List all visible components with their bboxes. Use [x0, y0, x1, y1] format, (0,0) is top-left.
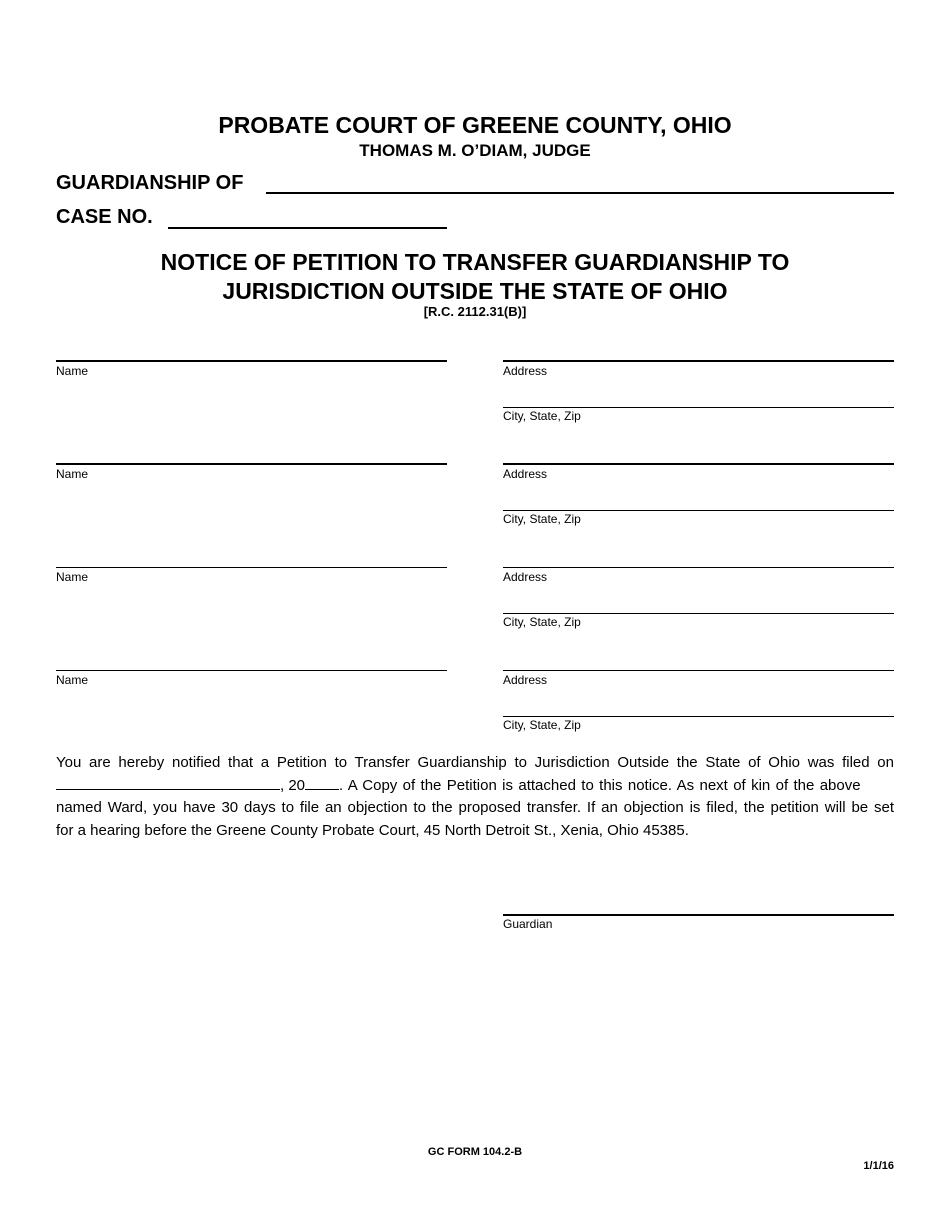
recipient-1-address-label: Address [503, 364, 548, 378]
court-title: PROBATE COURT OF GREENE COUNTY, OHIO [218, 112, 732, 138]
recipient-3-name-label: Name [56, 570, 89, 584]
notice-title-line1: NOTICE OF PETITION TO TRANSFER GUARDIANSHIP TO [160, 249, 790, 275]
recipient-2-city-label: City, State, Zip [503, 512, 581, 526]
paragraph-line-2 [56, 775, 894, 798]
paragraph-line-1: You are hereby notified that a Petition to Transfer Guardianship to Jurisdiction Outside the State of Ohio was filed on [56, 754, 894, 771]
recipient-3-city-label: City, State, Zip [503, 615, 581, 629]
form-id: GC FORM 104.2-B [427, 1146, 523, 1158]
recipient-2-address-field[interactable] [503, 463, 894, 465]
recipient-2-address-label: Address [503, 467, 548, 481]
guardian-label: Guardian [503, 917, 553, 931]
recipient-2-city-field[interactable] [503, 510, 894, 511]
judge-name: THOMAS M. O’DIAM, JUDGE [359, 141, 591, 160]
recipient-2-name-field[interactable] [56, 463, 447, 465]
recipient-1-city-field[interactable] [503, 407, 894, 408]
notice-paragraph [56, 752, 894, 842]
guardianship-of-label: GUARDIANSHIP OF [56, 172, 244, 194]
recipient-1-address-field[interactable] [503, 360, 894, 362]
recipient-3-city-field[interactable] [503, 613, 894, 614]
recipient-2-name-label: Name [56, 467, 89, 481]
recipient-3-address-field[interactable] [503, 567, 894, 568]
filing-date-blank[interactable] [56, 775, 280, 790]
recipient-3-name-field[interactable] [56, 567, 447, 568]
recipient-4-city-label: City, State, Zip [503, 718, 581, 732]
recipient-4-name-field[interactable] [56, 670, 447, 671]
recipient-4-city-field[interactable] [503, 716, 894, 717]
paragraph-line-3: named Ward, you have 30 days to file an objection to the proposed transfer. If an objection is filed, the petition will be set [56, 799, 894, 816]
paragraph-line-4: for a hearing before the Greene County Probate Court, 45 North Detroit St., Xenia, Ohio 45385. [56, 821, 689, 839]
revision-date: 1/1/16 [863, 1160, 894, 1172]
guardianship-of-field[interactable] [266, 192, 894, 194]
paragraph-line-2-text: . A Copy of the Petition is attached to this notice. As next of kin of the above [339, 776, 861, 794]
recipient-1-name-label: Name [56, 364, 89, 378]
recipient-1-name-field[interactable] [56, 360, 447, 362]
case-no-label: CASE NO. [56, 206, 153, 228]
case-no-field[interactable] [168, 227, 447, 229]
recipient-4-address-label: Address [503, 673, 548, 687]
filing-year-blank[interactable] [305, 775, 339, 790]
notice-title-line2: JURISDICTION OUTSIDE THE STATE OF OHIO [222, 278, 728, 304]
recipient-4-name-label: Name [56, 673, 89, 687]
year-prefix: , 20 [280, 776, 306, 794]
recipient-3-address-label: Address [503, 570, 548, 584]
statute-reference: [R.C. 2112.31(B)] [423, 304, 527, 319]
recipient-4-address-field[interactable] [503, 670, 894, 671]
recipient-1-city-label: City, State, Zip [503, 409, 581, 423]
guardian-signature-field[interactable] [503, 914, 894, 916]
notice-title [0, 248, 950, 306]
